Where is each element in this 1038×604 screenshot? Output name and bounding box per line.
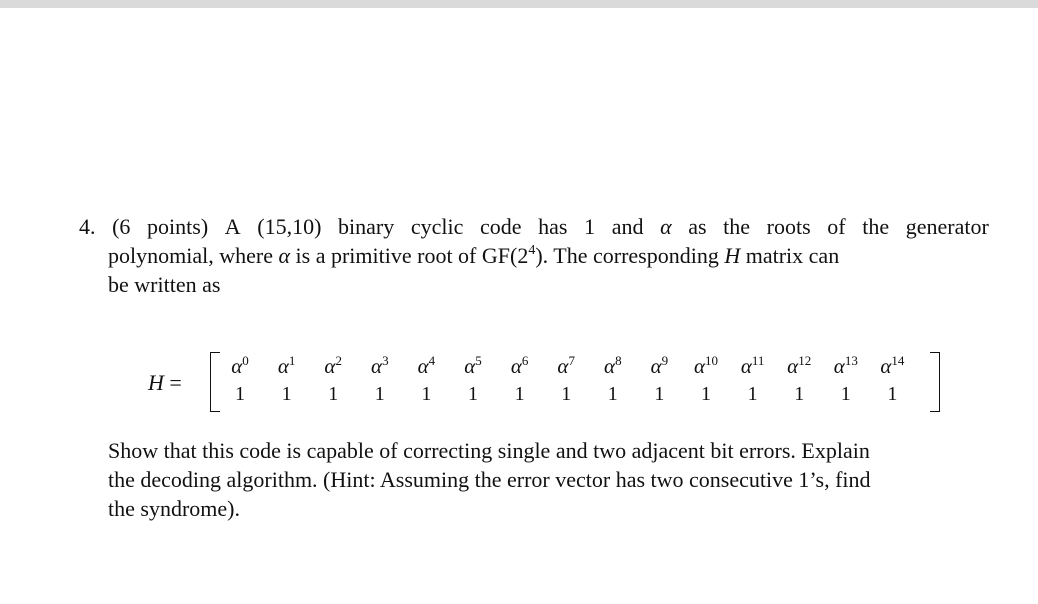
word: cyclic [410,214,464,239]
word: A [224,214,241,239]
matrix-column [401,352,451,408]
exponent: 13 [844,353,858,368]
matrix-entry-alpha [541,352,591,380]
word: as [688,214,707,239]
exponent: 7 [568,353,575,368]
word: (15,10) [257,214,322,239]
matrix-column [215,352,265,408]
matrix-entry-one: 1 [887,383,898,405]
matrix-entry-one: 1 [421,383,432,405]
matrix-entry-alpha [867,352,917,380]
matrix-entry-one: 1 [514,383,525,405]
exponent: 10 [705,353,719,368]
matrix-column [774,352,824,408]
alpha-symbol: α [277,354,289,378]
matrix-column [448,352,498,408]
matrix-entry-one: 1 [607,383,618,405]
instruction-line-2: the decoding algorithm. (Hint: Assuming the error vector has two consecutive 1’s, find [108,467,871,492]
exponent: 8 [615,353,622,368]
matrix-column [541,352,591,408]
alpha-symbol: α [660,214,672,239]
text-segment: polynomial, where [108,243,273,268]
word: the [862,214,890,239]
alpha-symbol: α [833,354,845,378]
problem-line-1 [79,212,989,241]
word: has [538,214,568,239]
matrix-entry-one: 1 [328,383,339,405]
matrix-column [821,352,871,408]
alpha-symbol: α [740,354,752,378]
matrix-entry-one: 1 [374,383,385,405]
word: binary [338,214,395,239]
matrix-entry-alpha [495,352,545,380]
instruction-line-1: Show that this code is capable of correcting single and two adjacent bit errors. Explain [108,438,870,463]
matrix-column [588,352,638,408]
right-bracket [930,352,940,412]
matrix-entry-alpha [588,352,638,380]
alpha-symbol: α [464,354,476,378]
text-segment: ). The corresponding [535,243,719,268]
exponent: 2 [335,353,342,368]
instructions [108,436,988,523]
matrix-column [308,352,358,408]
alpha-symbol: α [693,354,706,378]
word: roots [766,214,811,239]
matrix-column [728,352,778,408]
alpha-symbol: α [278,243,291,268]
exponent: 6 [521,353,529,368]
alpha-symbol: α [324,354,336,378]
problem-statement [79,212,989,299]
alpha-symbol: α [880,354,892,378]
matrix-entry-one: 1 [747,383,758,405]
matrix-entry-one: 1 [281,383,292,405]
exponent: 11 [751,353,765,368]
word: code [480,214,522,239]
text-segment: is a primitive root of GF(2 [295,243,529,268]
top-bar [0,0,1038,8]
matrix-entry-one: 1 [468,383,478,405]
word: generator [905,214,989,239]
exponent: 14 [891,353,905,368]
exponent: 3 [382,353,389,368]
text-segment: matrix can [745,243,840,268]
matrix-column [867,352,917,408]
exponent: 5 [475,353,482,368]
word: and [611,214,644,239]
exponent: 12 [798,353,812,368]
matrix-entry-alpha [355,352,405,380]
instruction-line-3: the syndrome). [108,496,240,521]
word: points) [147,214,209,239]
matrix-column [262,352,312,408]
matrix-entry-alpha [308,352,358,380]
problem-line-3: be written as [108,272,221,297]
matrix-column [634,352,684,408]
alpha-symbol: α [510,354,522,378]
matrix-entry-one: 1 [794,383,805,405]
exponent: 1 [288,353,296,368]
exponent: 4 [428,353,436,368]
matrix-column [495,352,545,408]
alpha-symbol: α [604,354,616,378]
matrix-symbol: H [148,370,164,395]
exponent: 4 [528,243,536,258]
alpha-symbol: α [417,354,429,378]
matrix-entry-alpha [821,352,871,380]
matrix-entry-one: 1 [561,383,572,405]
matrix-entry-alpha [728,352,778,380]
matrix-entry-alpha [262,352,312,380]
alpha-symbol: α [557,354,569,378]
matrix-entry-one: 1 [840,383,851,405]
matrix-label [148,370,182,396]
exponent: 0 [242,353,249,368]
alpha-symbol: α [787,354,799,378]
matrix-entry-alpha [401,352,451,380]
word: 1 [584,214,596,239]
matrix-column [681,352,731,408]
alpha-symbol: α [231,354,243,378]
exponent: 9 [661,353,669,368]
matrix-entry-one: 1 [235,383,245,405]
word: the [723,214,751,239]
matrix-entry-one: 1 [654,383,665,405]
matrix-entry-alpha [681,352,731,380]
matrix-column [355,352,405,408]
word: (6 [112,214,131,239]
word: of [827,214,846,239]
problem-line-2 [79,241,989,270]
problem-number: 4. [79,214,96,239]
matrix-symbol: H [724,243,741,268]
matrix-entry-alpha [215,352,265,380]
alpha-symbol: α [650,354,662,378]
matrix-entry-alpha [634,352,684,380]
matrix-entry-alpha [448,352,498,380]
matrix-entry-alpha [774,352,824,380]
matrix-entry-one: 1 [701,383,711,405]
equals-sign: = [169,370,182,395]
alpha-symbol: α [371,354,383,378]
